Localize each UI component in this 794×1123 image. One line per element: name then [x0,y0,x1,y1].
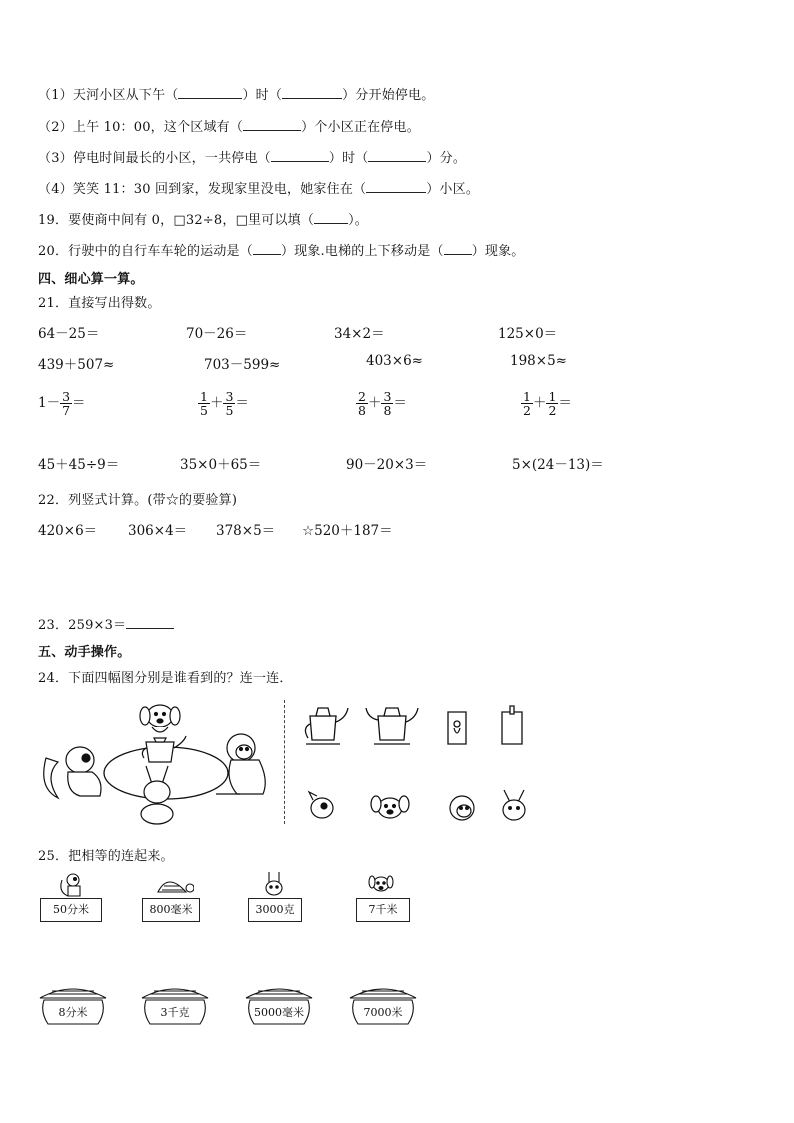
oral-calc-item: 64－25＝ [38,326,100,342]
fraction: $\frac{1}{5}$ [200,389,208,419]
section-4-heading: 四、细心算一算。 [38,272,144,287]
measure-card[interactable] [354,870,410,924]
vertical-calc-item: ☆520＋187＝ [302,523,393,539]
answer-blank[interactable] [253,243,281,255]
squirrel-icon [56,870,86,898]
question-21-title: 21．直接写出得数。 [38,296,161,311]
fraction-item: $\frac{2}{8}$ ＋ $\frac{3}{8}$ ＝ [358,389,407,419]
answer-blank[interactable] [368,150,426,162]
measure-house[interactable] [140,984,210,1028]
squirrel-icon [44,747,101,798]
measure-house[interactable] [244,984,314,1028]
fraction: $\frac{2}{8}$ [358,389,366,419]
question-19: 19．要使商中间有 0，□32÷8，□里可以填（ ）。 [38,213,368,228]
divider-line [284,700,285,824]
card-label: 800毫米 [142,898,200,922]
teapot-views [296,700,546,756]
answer-blank[interactable] [178,87,242,99]
card-label: 7千米 [356,898,410,922]
answer-blank[interactable] [314,212,348,224]
puppy-face-icon [371,796,409,818]
monkey-face-icon [450,796,474,820]
mixed-calc-item: 90－20×3＝ [346,457,428,473]
question-20: 20．行驶中的自行车车轮的运动是（ ）现象.电梯的上下移动是（ ）现象。 [38,244,525,259]
fraction-item: $\frac{1}{5}$ ＋ $\frac{3}{5}$ ＝ [200,389,249,419]
mixed-calc-item: 5×(24－13)＝ [512,457,604,473]
card-label: 50分米 [40,898,102,922]
measure-house[interactable] [38,984,108,1028]
answer-blank[interactable] [271,150,329,162]
vertical-calc-item: 378×5＝ [216,523,276,539]
teapot-side-view-icon [366,708,418,744]
puppy-icon [366,870,396,898]
fraction: $\frac{3}{7}$ [62,389,71,419]
squirrel-face-icon [309,792,333,818]
q18-part1: （1）天河小区从下午（ ）时（ ）分开始停电。 [38,88,435,103]
answer-blank[interactable] [243,119,301,131]
fraction: $\frac{1}{2}$ [548,389,557,419]
measure-card[interactable] [38,870,104,924]
estimate-item: 439＋507≈ [38,357,115,373]
q18-part2: （2）上午 10：00，这个区域有（ ）个小区正在停电。 [38,120,420,135]
house-label: 5000毫米 [254,1006,304,1019]
question-24-title: 24．下面四幅图分别是谁看到的？连一连． [38,671,293,686]
q18-part3: （3）停电时间最长的小区，一共停电（ ）时（ ）分。 [38,151,467,166]
estimate-item: 403×6≈ [366,353,423,369]
teapot-back-view-icon [448,712,466,744]
fraction-item: 1－ $\frac{3}{7}$ ＝ [38,389,86,419]
estimate-item: 703－599≈ [204,357,281,373]
section-5-heading: 五、动手操作。 [38,645,131,660]
fraction: $\frac{1}{2}$ [523,389,531,419]
answer-blank[interactable] [282,87,342,99]
vertical-calc-item: 306×4＝ [128,523,188,539]
answer-blank[interactable] [366,181,426,193]
animal-faces [296,786,546,826]
oral-calc-item: 70－26＝ [186,326,248,342]
measure-card[interactable] [246,870,302,924]
fraction-item: $\frac{1}{2}$ ＋ $\frac{1}{2}$ ＝ [523,389,572,419]
fraction: $\frac{3}{8}$ [383,389,392,419]
vertical-calc-item: 420×6＝ [38,523,98,539]
teapot-spout-view-icon [502,706,522,744]
turtle-icon [152,872,194,898]
card-label: 3000克 [248,898,302,922]
house-label: 3千克 [160,1006,190,1019]
teapot-front-view-icon [305,708,348,744]
rabbit-icon [260,870,288,898]
measure-house[interactable] [348,984,418,1028]
puppy-icon [140,705,180,732]
answer-blank[interactable] [444,243,472,255]
fraction: $\frac{3}{5}$ [225,389,234,419]
house-label: 8分米 [58,1006,88,1019]
mixed-calc-item: 35×0＋65＝ [180,457,262,473]
question-25-title: 25．把相等的连起来。 [38,849,174,864]
rabbit-face-icon [503,790,525,820]
question-22-title: 22．列竖式计算。(带☆的要验算) [38,493,238,508]
q18-part4: （4）笑笑 11：30 回到家，发现家里没电，她家住在（ ）小区。 [38,182,480,197]
estimate-item: 198×5≈ [510,353,567,369]
table-scene-illustration [36,698,276,828]
oral-calc-item: 125×0＝ [498,326,558,342]
house-label: 7000米 [363,1006,403,1019]
mixed-calc-item: 45＋45÷9＝ [38,457,120,473]
oral-calc-item: 34×2＝ [334,326,385,342]
measure-card[interactable] [142,870,202,924]
answer-blank[interactable] [126,617,174,629]
question-23: 23．259×3＝ [38,614,174,633]
